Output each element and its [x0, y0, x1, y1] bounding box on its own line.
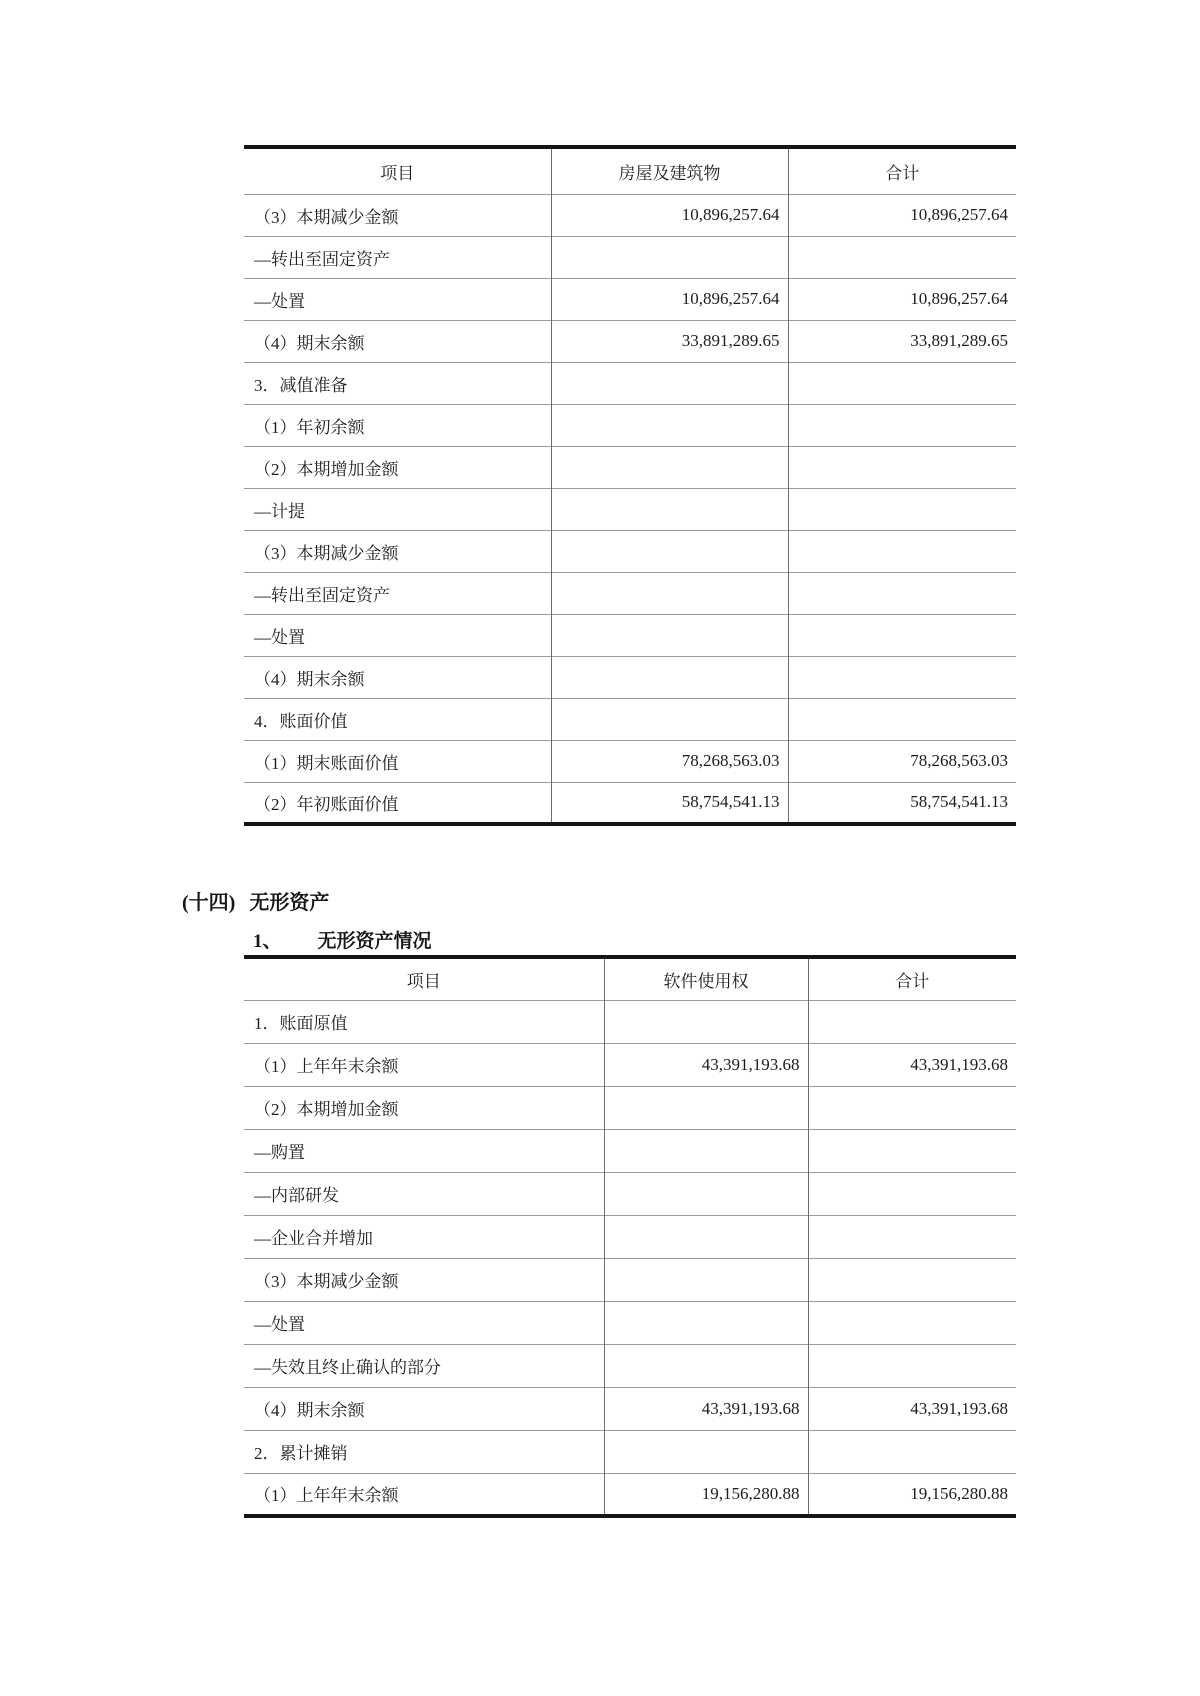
- item-cell: 4．账面价值: [244, 698, 551, 740]
- value-cell: [551, 530, 788, 572]
- value-cell: [604, 1344, 808, 1387]
- value-cell: 58,754,541.13: [788, 782, 1016, 824]
- item-cell: —处置: [244, 278, 551, 320]
- value-cell: [808, 1344, 1016, 1387]
- table-row: [244, 740, 1016, 782]
- value-cell: [551, 362, 788, 404]
- column-header: 合计: [788, 147, 1016, 194]
- intangible-assets-table: [244, 955, 1016, 1518]
- table-row: [244, 1258, 1016, 1301]
- value-cell: 33,891,289.65: [788, 320, 1016, 362]
- value-cell: 43,391,193.68: [808, 1043, 1016, 1086]
- item-cell: （3）本期减少金额: [244, 1258, 604, 1301]
- value-cell: 58,754,541.13: [551, 782, 788, 824]
- value-cell: [604, 1086, 808, 1129]
- table-row: [244, 1000, 1016, 1043]
- table-row: [244, 362, 1016, 404]
- table-row: [244, 1301, 1016, 1344]
- item-cell: —计提: [244, 488, 551, 530]
- item-cell: （1）上年年末余额: [244, 1043, 604, 1086]
- value-cell: 10,896,257.64: [788, 278, 1016, 320]
- item-cell: （4）期末余额: [244, 1387, 604, 1430]
- item-cell: （4）期末余额: [244, 320, 551, 362]
- value-cell: 19,156,280.88: [604, 1473, 808, 1516]
- column-header: 项目: [380, 163, 415, 183]
- column-header: 合计: [808, 957, 1016, 1000]
- value-cell: [808, 1430, 1016, 1473]
- value-cell: [788, 488, 1016, 530]
- table-row: [244, 236, 1016, 278]
- value-cell: [788, 236, 1016, 278]
- value-cell: [788, 656, 1016, 698]
- table-row: [244, 1086, 1016, 1129]
- value-cell: [808, 1172, 1016, 1215]
- value-cell: [808, 1215, 1016, 1258]
- value-cell: 43,391,193.68: [604, 1043, 808, 1086]
- value-cell: [788, 698, 1016, 740]
- table-row: [244, 572, 1016, 614]
- item-cell: （2）年初账面价值: [244, 782, 551, 824]
- subsection-number: 1、: [253, 931, 282, 952]
- item-cell: （4）期末余额: [244, 656, 551, 698]
- value-cell: [551, 656, 788, 698]
- value-cell: 19,156,280.88: [808, 1473, 1016, 1516]
- item-cell: —转出至固定资产: [244, 236, 551, 278]
- value-cell: [551, 572, 788, 614]
- value-cell: [551, 614, 788, 656]
- table-row: [244, 446, 1016, 488]
- value-cell: [808, 1086, 1016, 1129]
- item-cell: —购置: [244, 1129, 604, 1172]
- table-row: [244, 278, 1016, 320]
- table-row: [244, 320, 1016, 362]
- table-row: [244, 614, 1016, 656]
- column-header: 项目: [406, 971, 441, 991]
- value-cell: [604, 1301, 808, 1344]
- item-cell: —企业合并增加: [244, 1215, 604, 1258]
- table-row: [244, 1172, 1016, 1215]
- item-cell: 3．减值准备: [244, 362, 551, 404]
- item-cell: —失效且终止确认的部分: [244, 1344, 604, 1387]
- value-cell: [604, 1129, 808, 1172]
- subsection-title: 无形资产情况: [317, 931, 432, 952]
- item-cell: （3）本期减少金额: [244, 530, 551, 572]
- table-row: [244, 1043, 1016, 1086]
- value-cell: 10,896,257.64: [788, 194, 1016, 236]
- value-cell: 10,896,257.64: [551, 194, 788, 236]
- item-cell: —转出至固定资产: [244, 572, 551, 614]
- value-cell: [604, 1215, 808, 1258]
- value-cell: [551, 236, 788, 278]
- table-row: [244, 782, 1016, 824]
- value-cell: 10,896,257.64: [551, 278, 788, 320]
- value-cell: [788, 614, 1016, 656]
- table-header-row: [244, 957, 1016, 1000]
- column-header: 房屋及建筑物: [551, 147, 788, 194]
- item-cell: 1．账面原值: [244, 1000, 604, 1043]
- section-number: (十四): [182, 892, 236, 914]
- value-cell: [604, 1000, 808, 1043]
- value-cell: [788, 362, 1016, 404]
- table-row: [244, 656, 1016, 698]
- value-cell: [788, 446, 1016, 488]
- table-row: [244, 530, 1016, 572]
- column-header: 软件使用权: [604, 957, 808, 1000]
- table-row: [244, 488, 1016, 530]
- item-cell: （2）本期增加金额: [244, 1086, 604, 1129]
- item-cell: （3）本期减少金额: [244, 194, 551, 236]
- item-cell: （1）年初余额: [244, 404, 551, 446]
- table-row: [244, 1129, 1016, 1172]
- value-cell: [551, 446, 788, 488]
- value-cell: [808, 1000, 1016, 1043]
- value-cell: 43,391,193.68: [604, 1387, 808, 1430]
- value-cell: [604, 1172, 808, 1215]
- item-cell: —处置: [244, 1301, 604, 1344]
- item-cell: —处置: [244, 614, 551, 656]
- value-cell: [808, 1258, 1016, 1301]
- table-row: [244, 194, 1016, 236]
- value-cell: 33,891,289.65: [551, 320, 788, 362]
- table-row: [244, 1430, 1016, 1473]
- value-cell: [808, 1301, 1016, 1344]
- item-cell: 2．累计摊销: [244, 1430, 604, 1473]
- item-cell: （1）上年年末余额: [244, 1473, 604, 1516]
- value-cell: [604, 1430, 808, 1473]
- table-row: [244, 1344, 1016, 1387]
- table-row: [244, 404, 1016, 446]
- value-cell: [551, 488, 788, 530]
- value-cell: [788, 530, 1016, 572]
- value-cell: [551, 404, 788, 446]
- item-cell: （2）本期增加金额: [244, 446, 551, 488]
- value-cell: [551, 698, 788, 740]
- value-cell: [808, 1129, 1016, 1172]
- section-title: 无形资产: [249, 892, 330, 914]
- table-header-row: [244, 147, 1016, 194]
- value-cell: [788, 404, 1016, 446]
- buildings-table: [244, 145, 1016, 826]
- table-row: [244, 1215, 1016, 1258]
- value-cell: [788, 572, 1016, 614]
- value-cell: [604, 1258, 808, 1301]
- value-cell: 43,391,193.68: [808, 1387, 1016, 1430]
- table-row: [244, 1387, 1016, 1430]
- item-cell: （1）期末账面价值: [244, 740, 551, 782]
- section-heading: [182, 886, 329, 915]
- table-row: [244, 1473, 1016, 1516]
- value-cell: 78,268,563.03: [788, 740, 1016, 782]
- value-cell: 78,268,563.03: [551, 740, 788, 782]
- item-cell: —内部研发: [244, 1172, 604, 1215]
- subsection-heading: [253, 926, 432, 953]
- table-row: [244, 698, 1016, 740]
